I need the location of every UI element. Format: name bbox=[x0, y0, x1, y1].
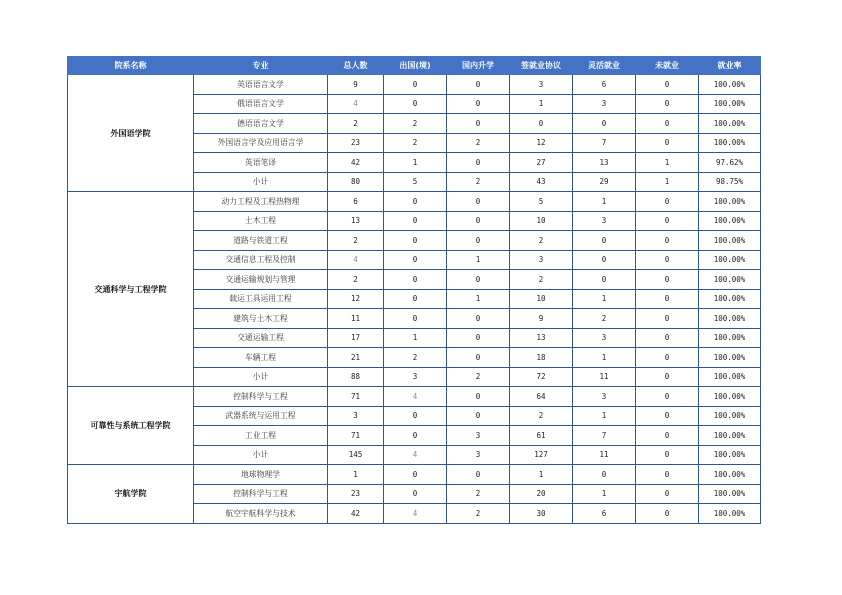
unemployed-cell: 0 bbox=[636, 426, 699, 446]
domestic-study-cell: 0 bbox=[447, 75, 510, 95]
total-cell: 23 bbox=[328, 133, 384, 153]
major-name-cell: 武器系统与运用工程 bbox=[194, 406, 328, 426]
flexible-employment-cell: 0 bbox=[573, 465, 636, 485]
major-name-cell: 建筑与土木工程 bbox=[194, 309, 328, 329]
total-cell: 2 bbox=[328, 114, 384, 134]
flexible-employment-cell: 3 bbox=[573, 387, 636, 407]
header-employment-rate: 就业率 bbox=[699, 57, 761, 75]
table-row bbox=[68, 75, 761, 95]
abroad-cell: 2 bbox=[384, 348, 447, 368]
employment-rate-cell: 100.00% bbox=[699, 231, 761, 251]
total-cell: 9 bbox=[328, 75, 384, 95]
major-name-cell: 小计 bbox=[194, 445, 328, 465]
total-cell: 42 bbox=[328, 504, 384, 524]
unemployed-cell: 0 bbox=[636, 406, 699, 426]
signed-contract-cell: 64 bbox=[510, 387, 573, 407]
domestic-study-cell: 0 bbox=[447, 309, 510, 329]
abroad-cell: 0 bbox=[384, 426, 447, 446]
signed-contract-cell: 43 bbox=[510, 172, 573, 192]
signed-contract-cell: 2 bbox=[510, 231, 573, 251]
employment-rate-cell: 100.00% bbox=[699, 406, 761, 426]
employment-sheet bbox=[67, 56, 761, 524]
total-cell: 71 bbox=[328, 426, 384, 446]
signed-contract-cell: 13 bbox=[510, 328, 573, 348]
signed-contract-cell: 1 bbox=[510, 94, 573, 114]
abroad-cell: 0 bbox=[384, 231, 447, 251]
signed-contract-cell: 10 bbox=[510, 211, 573, 231]
total-cell: 23 bbox=[328, 484, 384, 504]
major-name-cell: 交通运输规划与管理 bbox=[194, 270, 328, 290]
employment-rate-cell: 100.00% bbox=[699, 289, 761, 309]
flexible-employment-cell: 3 bbox=[573, 94, 636, 114]
total-cell: 80 bbox=[328, 172, 384, 192]
header-college: 院系名称 bbox=[68, 57, 194, 75]
employment-rate-cell: 100.00% bbox=[699, 270, 761, 290]
signed-contract-cell: 2 bbox=[510, 270, 573, 290]
total-cell: 4 bbox=[328, 250, 384, 270]
abroad-cell: 0 bbox=[384, 192, 447, 212]
employment-rate-cell: 100.00% bbox=[699, 250, 761, 270]
flexible-employment-cell: 0 bbox=[573, 270, 636, 290]
abroad-cell: 0 bbox=[384, 406, 447, 426]
total-cell: 4 bbox=[328, 94, 384, 114]
major-name-cell: 小计 bbox=[194, 367, 328, 387]
abroad-cell: 4 bbox=[384, 387, 447, 407]
flexible-employment-cell: 0 bbox=[573, 231, 636, 251]
total-cell: 145 bbox=[328, 445, 384, 465]
domestic-study-cell: 0 bbox=[447, 328, 510, 348]
abroad-cell: 0 bbox=[384, 465, 447, 485]
domestic-study-cell: 0 bbox=[447, 192, 510, 212]
unemployed-cell: 0 bbox=[636, 445, 699, 465]
unemployed-cell: 0 bbox=[636, 328, 699, 348]
flexible-employment-cell: 13 bbox=[573, 153, 636, 173]
major-name-cell: 俄语语言文学 bbox=[194, 94, 328, 114]
flexible-employment-cell: 0 bbox=[573, 250, 636, 270]
major-name-cell: 航空宇航科学与技术 bbox=[194, 504, 328, 524]
signed-contract-cell: 18 bbox=[510, 348, 573, 368]
college-name-cell: 交通科学与工程学院 bbox=[68, 192, 194, 387]
signed-contract-cell: 72 bbox=[510, 367, 573, 387]
flexible-employment-cell: 29 bbox=[573, 172, 636, 192]
signed-contract-cell: 3 bbox=[510, 75, 573, 95]
domestic-study-cell: 0 bbox=[447, 231, 510, 251]
signed-contract-cell: 61 bbox=[510, 426, 573, 446]
signed-contract-cell: 5 bbox=[510, 192, 573, 212]
table-row bbox=[68, 465, 761, 485]
major-name-cell: 控制科学与工程 bbox=[194, 387, 328, 407]
unemployed-cell: 0 bbox=[636, 192, 699, 212]
employment-rate-cell: 100.00% bbox=[699, 426, 761, 446]
unemployed-cell: 0 bbox=[636, 348, 699, 368]
major-name-cell: 载运工具运用工程 bbox=[194, 289, 328, 309]
unemployed-cell: 0 bbox=[636, 211, 699, 231]
signed-contract-cell: 3 bbox=[510, 250, 573, 270]
total-cell: 2 bbox=[328, 270, 384, 290]
total-cell: 88 bbox=[328, 367, 384, 387]
domestic-study-cell: 0 bbox=[447, 153, 510, 173]
flexible-employment-cell: 2 bbox=[573, 309, 636, 329]
employment-rate-cell: 100.00% bbox=[699, 94, 761, 114]
total-cell: 2 bbox=[328, 231, 384, 251]
major-name-cell: 车辆工程 bbox=[194, 348, 328, 368]
major-name-cell: 交通运输工程 bbox=[194, 328, 328, 348]
flexible-employment-cell: 6 bbox=[573, 504, 636, 524]
signed-contract-cell: 2 bbox=[510, 406, 573, 426]
abroad-cell: 0 bbox=[384, 211, 447, 231]
college-name-cell: 宇航学院 bbox=[68, 465, 194, 524]
unemployed-cell: 1 bbox=[636, 172, 699, 192]
employment-rate-cell: 100.00% bbox=[699, 211, 761, 231]
employment-rate-cell: 100.00% bbox=[699, 484, 761, 504]
domestic-study-cell: 1 bbox=[447, 250, 510, 270]
signed-contract-cell: 27 bbox=[510, 153, 573, 173]
signed-contract-cell: 0 bbox=[510, 114, 573, 134]
abroad-cell: 0 bbox=[384, 309, 447, 329]
flexible-employment-cell: 0 bbox=[573, 114, 636, 134]
domestic-study-cell: 2 bbox=[447, 367, 510, 387]
total-cell: 1 bbox=[328, 465, 384, 485]
unemployed-cell: 0 bbox=[636, 367, 699, 387]
total-cell: 42 bbox=[328, 153, 384, 173]
header-total: 总人数 bbox=[328, 57, 384, 75]
abroad-cell: 2 bbox=[384, 133, 447, 153]
major-name-cell: 外国语言学及应用语言学 bbox=[194, 133, 328, 153]
abroad-cell: 1 bbox=[384, 328, 447, 348]
major-name-cell: 工业工程 bbox=[194, 426, 328, 446]
unemployed-cell: 0 bbox=[636, 387, 699, 407]
abroad-cell: 0 bbox=[384, 75, 447, 95]
major-name-cell: 英语语言文学 bbox=[194, 75, 328, 95]
header-abroad: 出国(境) bbox=[384, 57, 447, 75]
domestic-study-cell: 3 bbox=[447, 426, 510, 446]
total-cell: 11 bbox=[328, 309, 384, 329]
employment-rate-cell: 100.00% bbox=[699, 192, 761, 212]
major-name-cell: 交通信息工程及控制 bbox=[194, 250, 328, 270]
major-name-cell: 控制科学与工程 bbox=[194, 484, 328, 504]
signed-contract-cell: 10 bbox=[510, 289, 573, 309]
employment-rate-cell: 100.00% bbox=[699, 328, 761, 348]
employment-rate-cell: 100.00% bbox=[699, 445, 761, 465]
signed-contract-cell: 1 bbox=[510, 465, 573, 485]
domestic-study-cell: 0 bbox=[447, 406, 510, 426]
major-name-cell: 地球物理学 bbox=[194, 465, 328, 485]
flexible-employment-cell: 1 bbox=[573, 348, 636, 368]
domestic-study-cell: 0 bbox=[447, 211, 510, 231]
major-name-cell: 英语笔译 bbox=[194, 153, 328, 173]
employment-rate-cell: 100.00% bbox=[699, 309, 761, 329]
unemployed-cell: 0 bbox=[636, 465, 699, 485]
abroad-cell: 0 bbox=[384, 484, 447, 504]
employment-rate-cell: 100.00% bbox=[699, 114, 761, 134]
domestic-study-cell: 0 bbox=[447, 348, 510, 368]
abroad-cell: 0 bbox=[384, 270, 447, 290]
unemployed-cell: 0 bbox=[636, 94, 699, 114]
unemployed-cell: 0 bbox=[636, 270, 699, 290]
signed-contract-cell: 9 bbox=[510, 309, 573, 329]
unemployed-cell: 0 bbox=[636, 250, 699, 270]
unemployed-cell: 0 bbox=[636, 75, 699, 95]
flexible-employment-cell: 1 bbox=[573, 289, 636, 309]
domestic-study-cell: 2 bbox=[447, 133, 510, 153]
unemployed-cell: 0 bbox=[636, 289, 699, 309]
abroad-cell: 4 bbox=[384, 445, 447, 465]
unemployed-cell: 0 bbox=[636, 231, 699, 251]
total-cell: 3 bbox=[328, 406, 384, 426]
flexible-employment-cell: 1 bbox=[573, 406, 636, 426]
unemployed-cell: 0 bbox=[636, 504, 699, 524]
employment-rate-cell: 98.75% bbox=[699, 172, 761, 192]
domestic-study-cell: 2 bbox=[447, 484, 510, 504]
flexible-employment-cell: 11 bbox=[573, 367, 636, 387]
table-row bbox=[68, 387, 761, 407]
flexible-employment-cell: 1 bbox=[573, 192, 636, 212]
table-body bbox=[68, 75, 761, 524]
abroad-cell: 0 bbox=[384, 250, 447, 270]
abroad-cell: 1 bbox=[384, 153, 447, 173]
total-cell: 71 bbox=[328, 387, 384, 407]
abroad-cell: 0 bbox=[384, 289, 447, 309]
employment-rate-cell: 100.00% bbox=[699, 348, 761, 368]
total-cell: 17 bbox=[328, 328, 384, 348]
domestic-study-cell: 0 bbox=[447, 465, 510, 485]
major-name-cell: 土木工程 bbox=[194, 211, 328, 231]
major-name-cell: 动力工程及工程热物理 bbox=[194, 192, 328, 212]
header-major: 专业 bbox=[194, 57, 328, 75]
major-name-cell: 道路与铁道工程 bbox=[194, 231, 328, 251]
domestic-study-cell: 3 bbox=[447, 445, 510, 465]
unemployed-cell: 0 bbox=[636, 309, 699, 329]
header-flexible-employment: 灵活就业 bbox=[573, 57, 636, 75]
unemployed-cell: 0 bbox=[636, 133, 699, 153]
domestic-study-cell: 1 bbox=[447, 289, 510, 309]
domestic-study-cell: 0 bbox=[447, 94, 510, 114]
total-cell: 12 bbox=[328, 289, 384, 309]
abroad-cell: 5 bbox=[384, 172, 447, 192]
domestic-study-cell: 2 bbox=[447, 504, 510, 524]
employment-rate-cell: 97.62% bbox=[699, 153, 761, 173]
signed-contract-cell: 12 bbox=[510, 133, 573, 153]
flexible-employment-cell: 11 bbox=[573, 445, 636, 465]
domestic-study-cell: 0 bbox=[447, 270, 510, 290]
employment-rate-cell: 100.00% bbox=[699, 465, 761, 485]
header-row bbox=[68, 57, 761, 75]
total-cell: 21 bbox=[328, 348, 384, 368]
signed-contract-cell: 20 bbox=[510, 484, 573, 504]
header-unemployed: 未就业 bbox=[636, 57, 699, 75]
flexible-employment-cell: 7 bbox=[573, 133, 636, 153]
employment-rate-cell: 100.00% bbox=[699, 504, 761, 524]
flexible-employment-cell: 7 bbox=[573, 426, 636, 446]
major-name-cell: 德语语言文学 bbox=[194, 114, 328, 134]
abroad-cell: 0 bbox=[384, 94, 447, 114]
table-row bbox=[68, 192, 761, 212]
employment-rate-cell: 100.00% bbox=[699, 75, 761, 95]
major-name-cell: 小计 bbox=[194, 172, 328, 192]
signed-contract-cell: 127 bbox=[510, 445, 573, 465]
header-domestic-study: 国内升学 bbox=[447, 57, 510, 75]
signed-contract-cell: 30 bbox=[510, 504, 573, 524]
employment-rate-cell: 100.00% bbox=[699, 133, 761, 153]
abroad-cell: 4 bbox=[384, 504, 447, 524]
total-cell: 6 bbox=[328, 192, 384, 212]
employment-rate-cell: 100.00% bbox=[699, 387, 761, 407]
domestic-study-cell: 0 bbox=[447, 387, 510, 407]
employment-table bbox=[67, 56, 761, 524]
abroad-cell: 2 bbox=[384, 114, 447, 134]
employment-rate-cell: 100.00% bbox=[699, 367, 761, 387]
flexible-employment-cell: 3 bbox=[573, 211, 636, 231]
unemployed-cell: 0 bbox=[636, 114, 699, 134]
flexible-employment-cell: 1 bbox=[573, 484, 636, 504]
header-signed-contract: 签就业协议 bbox=[510, 57, 573, 75]
domestic-study-cell: 2 bbox=[447, 172, 510, 192]
abroad-cell: 3 bbox=[384, 367, 447, 387]
unemployed-cell: 1 bbox=[636, 153, 699, 173]
flexible-employment-cell: 6 bbox=[573, 75, 636, 95]
college-name-cell: 可靠性与系统工程学院 bbox=[68, 387, 194, 465]
domestic-study-cell: 0 bbox=[447, 114, 510, 134]
total-cell: 13 bbox=[328, 211, 384, 231]
flexible-employment-cell: 3 bbox=[573, 328, 636, 348]
college-name-cell: 外国语学院 bbox=[68, 75, 194, 192]
unemployed-cell: 0 bbox=[636, 484, 699, 504]
